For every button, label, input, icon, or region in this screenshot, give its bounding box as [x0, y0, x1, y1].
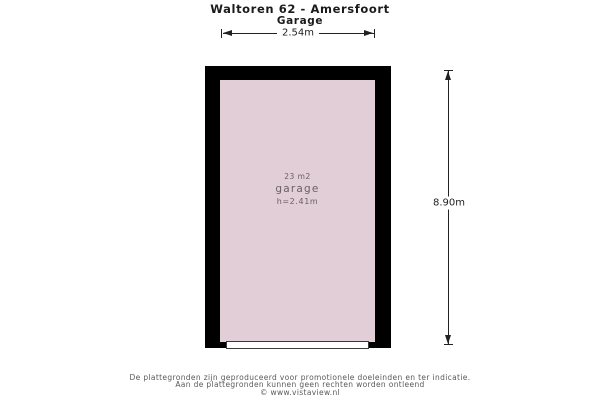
disclaimer-line-1: De plattegronden zijn geproduceerd voor promotionele doeleinden en ter indicatie.	[129, 372, 471, 382]
dim-end-tick-right	[374, 29, 375, 38]
dim-arrow-up-icon	[445, 71, 451, 80]
disclaimer-copyright: © www.vistaview.nl	[259, 387, 341, 397]
dim-arrow-down-icon	[445, 335, 451, 344]
page-title: Waltoren 62 - Amersfoort	[210, 2, 390, 16]
dim-end-tick-left	[221, 29, 222, 38]
dim-end-tick-bottom	[444, 344, 453, 345]
room-ceiling-height-label: h=2.41m	[276, 197, 319, 206]
dim-arrow-right-icon	[364, 30, 373, 36]
disclaimer-line-2: Aan de plattegronden kunnen geen rechten worden ontleend	[175, 380, 425, 389]
room-floor	[220, 80, 375, 342]
width-dimension-label: 2.54m	[277, 27, 319, 40]
dim-arrow-left-icon	[223, 30, 232, 36]
height-dimension-label: 8.90m	[428, 197, 470, 210]
page-subtitle: Garage	[276, 15, 324, 27]
room-name-label: garage	[275, 183, 320, 195]
garage-door	[226, 341, 369, 349]
room-area-label: 23 m2	[284, 172, 311, 181]
